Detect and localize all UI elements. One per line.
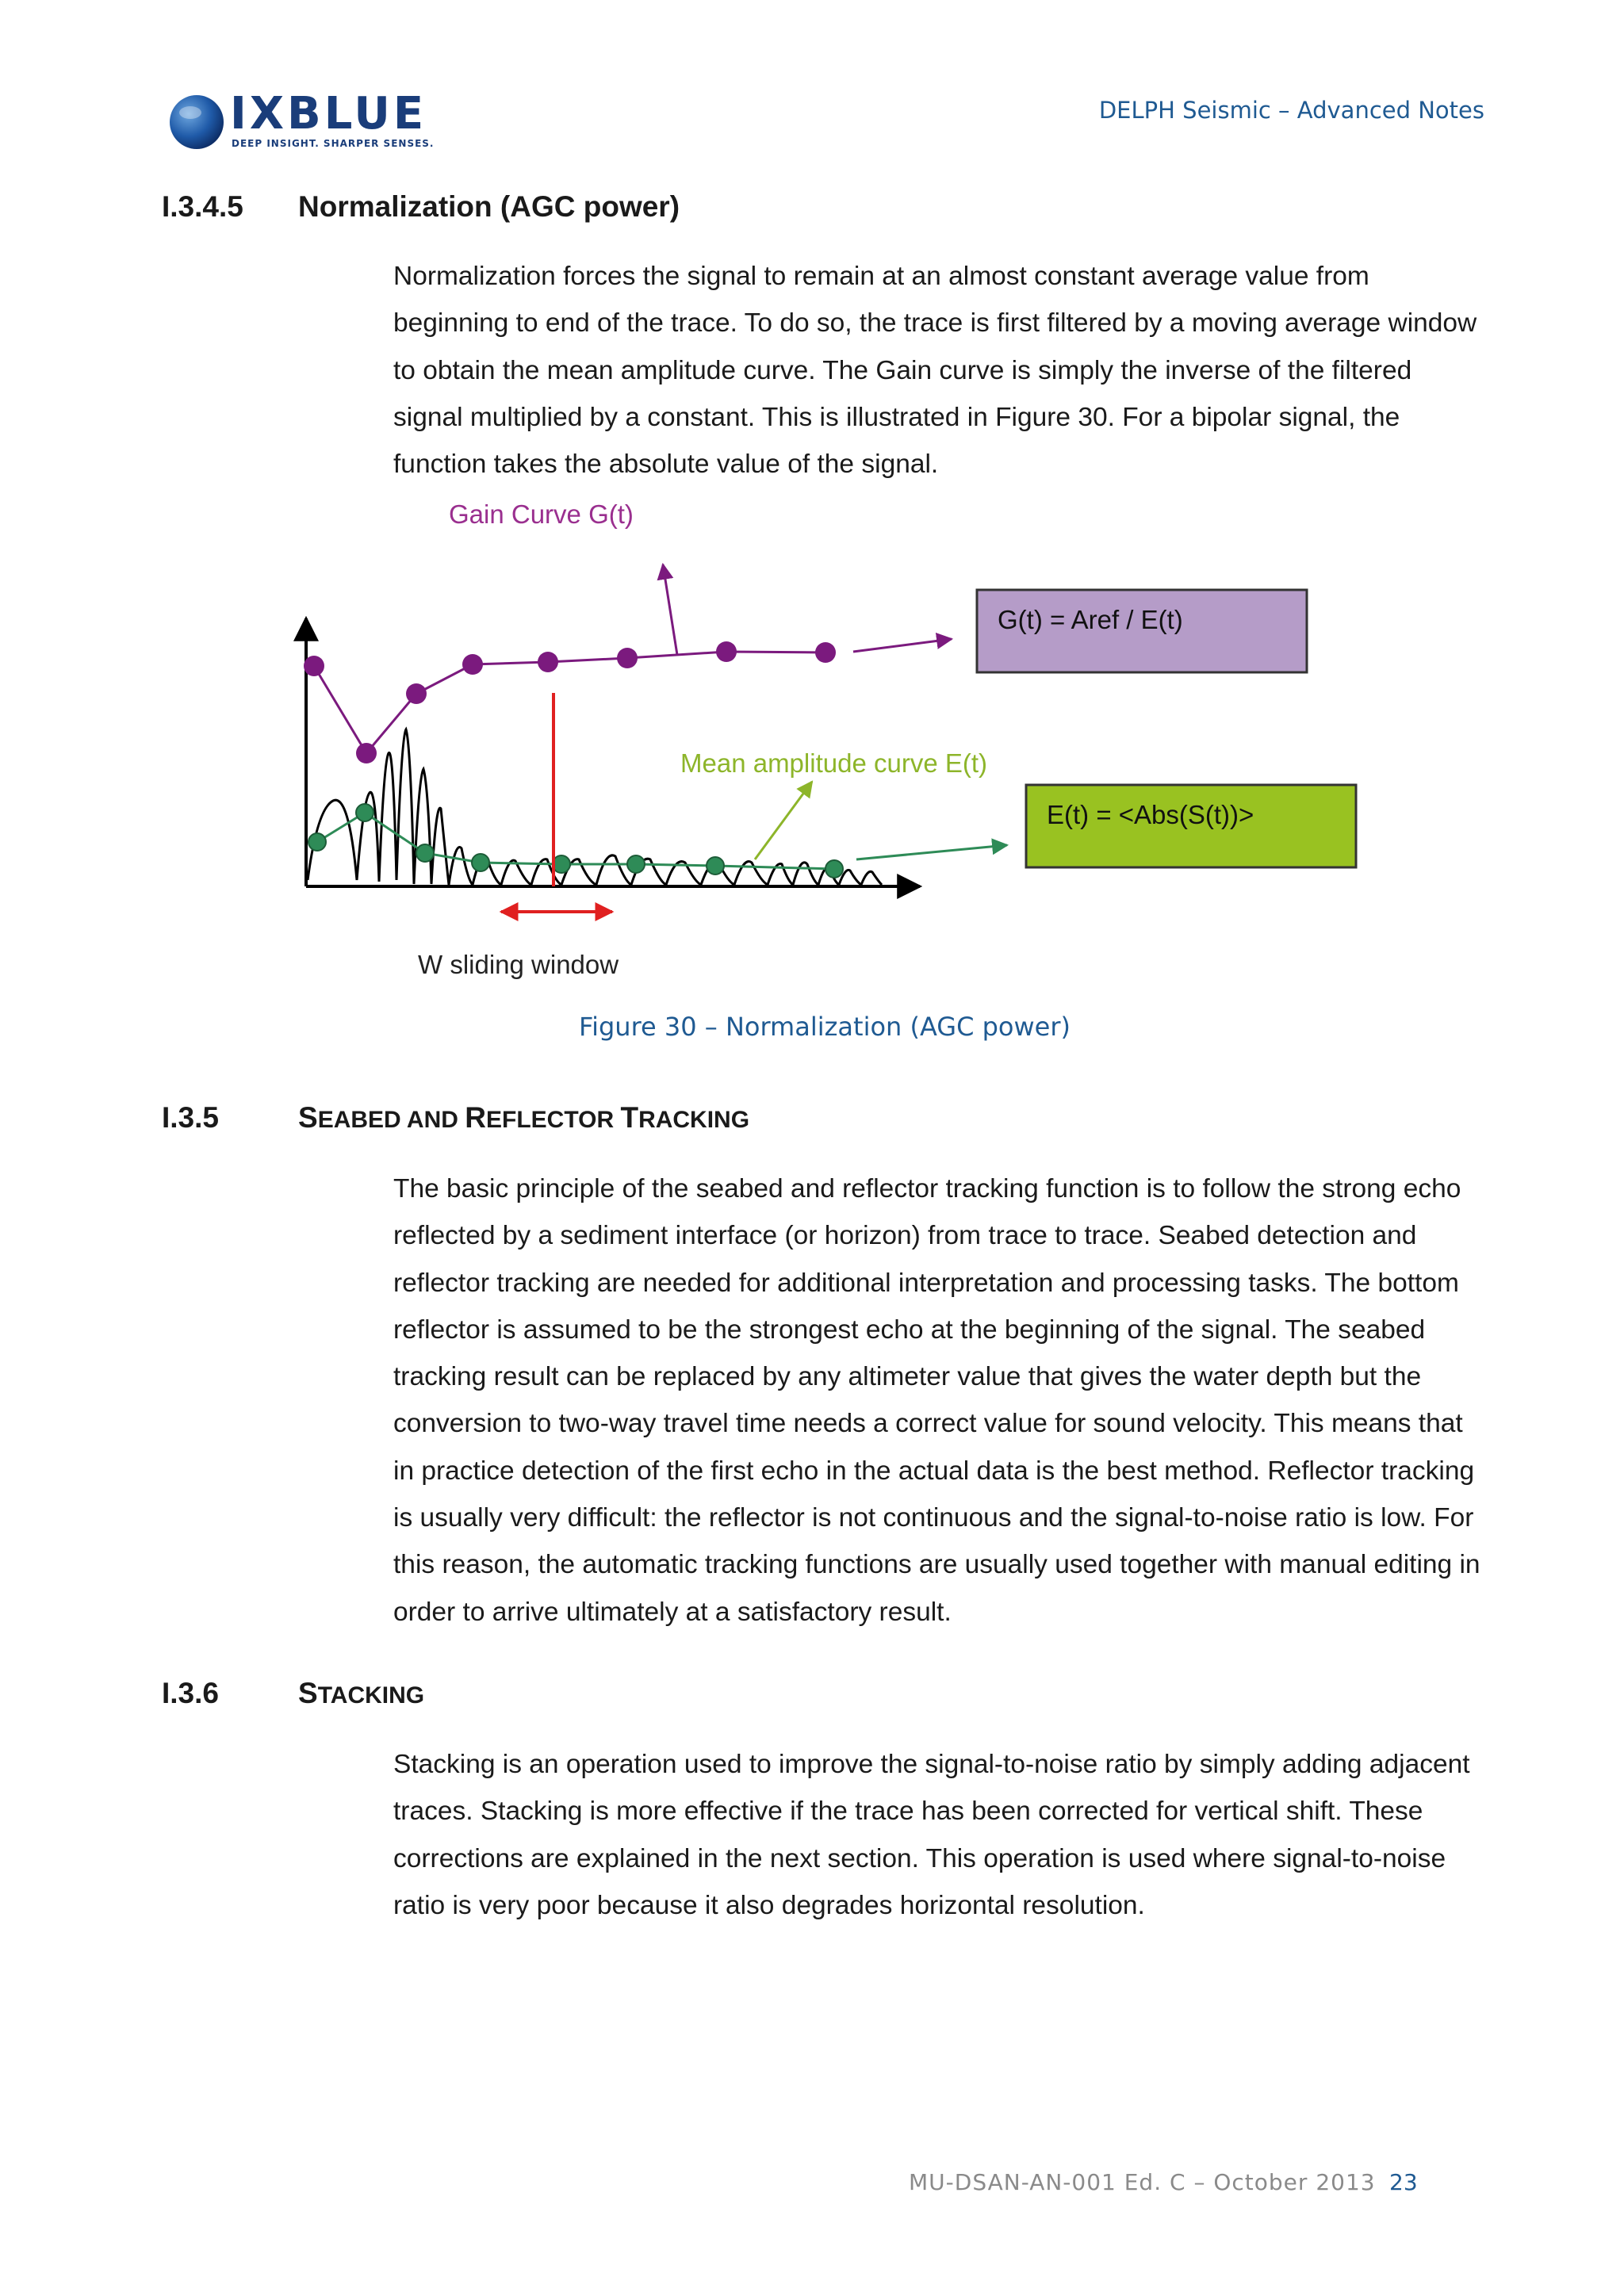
gain-point xyxy=(462,654,483,675)
window-label: W sliding window xyxy=(418,950,619,979)
gain-label-arrow xyxy=(663,564,677,655)
title-rest: EFLECTOR xyxy=(486,1107,621,1133)
mean-point xyxy=(308,833,326,851)
section-paragraph: Normalization forces the signal to remain at an almost constant average value from beginning to end of the trace. To do so, the trace is first filtered by a moving average window to obtain the mean amplitude curve. The Gain curve is simply the inverse of the filtered signal multiplied by a constant. This is illustrated in Figure 30. For a bipolar signal, the function takes the absolute value of the signal. xyxy=(393,262,1477,480)
gain-point xyxy=(538,652,558,672)
title-initial: T xyxy=(620,1101,639,1134)
gain-point xyxy=(617,648,638,668)
gain-formula-arrow xyxy=(853,639,952,652)
gain-point xyxy=(356,743,377,763)
mean-curve-label: Mean amplitude curve E(t) xyxy=(680,748,987,778)
title-initial: R xyxy=(465,1101,486,1134)
mean-point xyxy=(472,854,489,871)
section-title xyxy=(298,1101,749,1135)
mean-point xyxy=(553,855,570,873)
title-initial: S xyxy=(298,1677,318,1709)
document-title: DELPH Seismic – Advanced Notes xyxy=(1098,97,1484,124)
mean-point xyxy=(627,855,645,873)
section-paragraph: The basic principle of the seabed and reflector tracking function is to follow the strong echo reflected by a sediment interface (or horizon) from trace to trace. Seabed detection and reflector tracking are needed for additional interpretation and processing tasks. The bottom reflector is assumed to be the strongest echo at the beginning of the signal. The seabed tracking result can be replaced by any altimeter value that gives the water depth but the conversion to two-way travel time needs a correct value for sound velocity. This means that in practice detection of the first echo in the actual data is the best method. Reflector tracking is usually very difficult: the reflector is not continuous and the signal-to-noise ratio is low. For this reason, the automatic tracking functions are usually used together with manual editing in order to arrive ultimately at a satisfactory result. xyxy=(393,1174,1480,1627)
gain-point xyxy=(716,641,737,662)
section-title: Normalization (AGC power) xyxy=(298,190,680,223)
figure-caption: Figure 30 – Normalization (AGC power) xyxy=(579,1012,1071,1042)
gain-point xyxy=(304,656,324,676)
normalization-figure xyxy=(0,492,1624,999)
gain-point xyxy=(406,683,427,704)
logo-globe-icon xyxy=(168,94,225,151)
title-rest: RACKING xyxy=(638,1107,750,1133)
footer-document-reference: MU-DSAN-AN-001 Ed. C – October 2013 xyxy=(909,2169,1376,2195)
section-number: I.3.4.5 xyxy=(162,190,243,223)
title-rest: TACKING xyxy=(317,1682,425,1709)
gain-point xyxy=(815,642,836,663)
company-logo xyxy=(168,89,469,152)
mean-point xyxy=(707,857,724,874)
logo-tagline: DEEP INSIGHT. SHARPER SENSES. xyxy=(232,138,435,149)
section-number: I.3.5 xyxy=(162,1101,219,1134)
section-paragraph: Stacking is an operation used to improve the signal-to-noise ratio by simply adding adjacent traces. Stacking is more effective if the trace has been corrected for vertical shift. These corrections are explained in the next section. This operation is used where signal-to-noise ratio is very poor because it also degrades horizontal resolution. xyxy=(393,1750,1470,1920)
mean-point xyxy=(356,804,373,821)
title-rest: EABED AND xyxy=(317,1107,465,1133)
gain-curve-label: Gain Curve G(t) xyxy=(449,499,634,529)
mean-formula-arrow xyxy=(856,845,1007,859)
mean-label-arrow xyxy=(755,782,812,859)
mean-point xyxy=(825,860,843,878)
mean-formula-text: E(t) = <Abs(S(t))> xyxy=(1047,800,1254,829)
section-title xyxy=(298,1677,424,1710)
page-number: 23 xyxy=(1389,2169,1418,2195)
title-initial: S xyxy=(298,1101,318,1134)
section-number: I.3.6 xyxy=(162,1677,219,1709)
gain-formula-text: G(t) = Aref / E(t) xyxy=(998,605,1183,634)
mean-point xyxy=(416,844,434,862)
gain-curve-line xyxy=(314,652,825,753)
logo-wordmark: IXBLUE xyxy=(230,88,427,140)
